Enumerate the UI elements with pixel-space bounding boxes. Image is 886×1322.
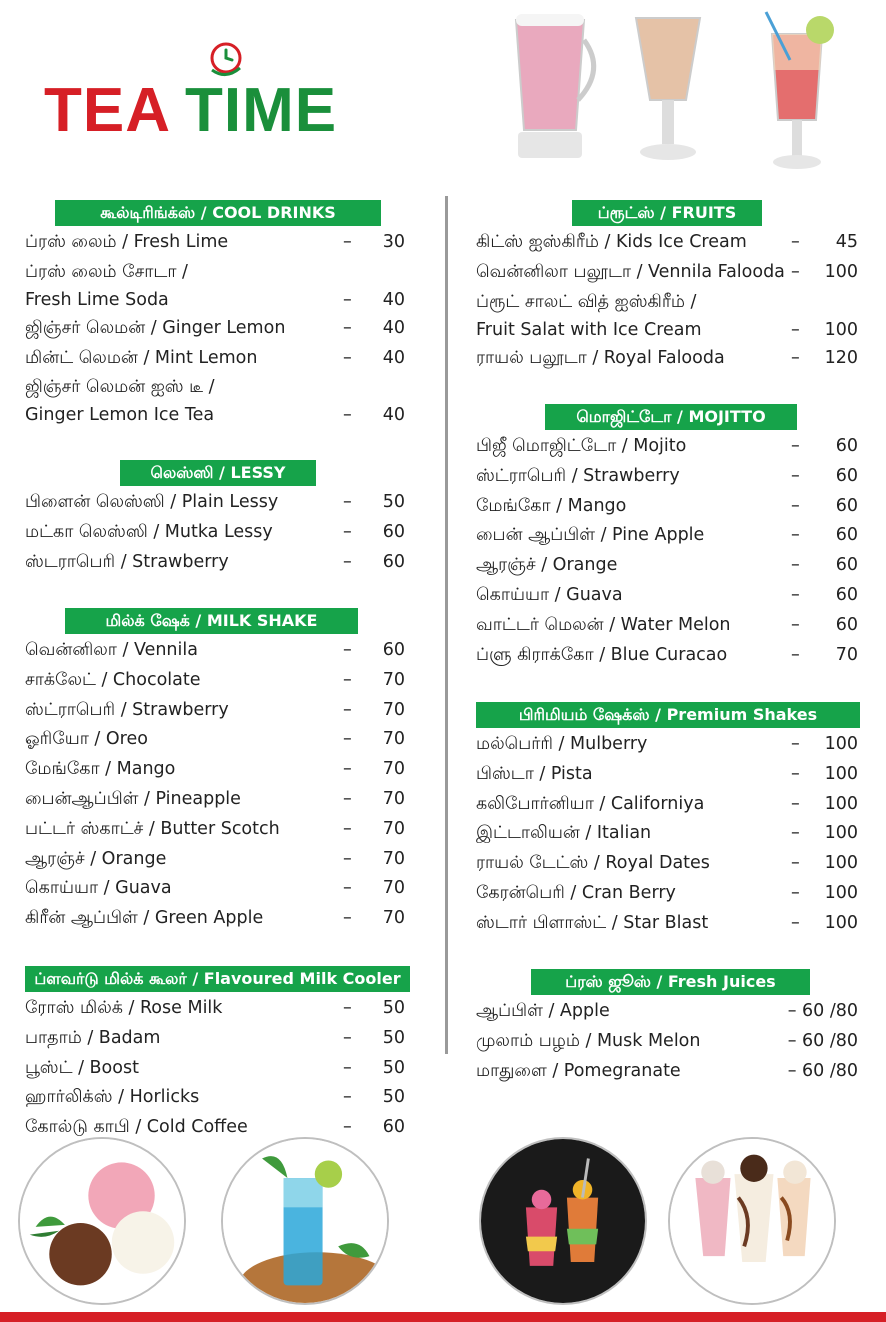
item-name <box>25 258 188 314</box>
menu-item <box>476 581 858 611</box>
item-price: 60 <box>382 640 405 660</box>
menu-item <box>476 611 858 641</box>
item-price: 100 <box>824 734 858 754</box>
item-name <box>25 373 215 429</box>
item-dash: – <box>343 1117 352 1138</box>
item-price: 70 <box>382 729 405 750</box>
item-price: 100 <box>824 793 858 814</box>
logo <box>44 40 414 145</box>
item-dash: – <box>343 232 352 252</box>
menu-item <box>25 994 405 1024</box>
item-dash: – <box>791 436 800 456</box>
item-dash: – <box>791 912 800 933</box>
menu-list <box>25 228 405 429</box>
item-name: பாதாம் / Badam <box>25 1027 161 1048</box>
item-price: 60 <box>835 614 858 635</box>
item-name: வென்னிலா பலூடா / Vennila Falooda <box>476 261 785 282</box>
item-dash: – <box>343 640 352 660</box>
item-name: ப்ளு கிராக்கோ / Blue Curacao <box>476 644 728 665</box>
item-price: 100 <box>824 882 858 903</box>
menu-item <box>25 725 405 755</box>
item-name: மாதுளை / Pomegranate <box>476 1060 681 1081</box>
menu-item <box>25 488 405 518</box>
item-dash: – <box>791 319 800 340</box>
item-dash: – <box>343 1087 352 1108</box>
item-name: கலிபோர்னியா / Californiya <box>476 793 705 814</box>
menu-item <box>476 462 858 492</box>
item-name-line1: ப்ரூட் சாலட் வித் ஐஸ்கிரீம் / <box>476 291 697 312</box>
item-price: 50 <box>382 1087 405 1108</box>
item-name: மேங்கோ / Mango <box>25 759 176 780</box>
item-price: 70 <box>382 669 405 690</box>
item-name-line2: Fresh Lime Soda <box>25 289 169 310</box>
item-dash: – <box>791 232 800 252</box>
item-name: ஆரஞ்ச் / Orange <box>25 848 167 869</box>
item-dash: – <box>791 882 800 903</box>
menu-item <box>25 518 405 548</box>
item-dash: – <box>791 644 800 665</box>
menu-item <box>476 1057 858 1087</box>
item-dash: – <box>343 492 352 512</box>
section-header: மொஜிட்டோ / MOJITTO <box>545 404 797 430</box>
item-price: 40 <box>382 405 405 426</box>
item-dash: – <box>343 759 352 780</box>
item-price: 100 <box>824 912 858 933</box>
item-name: சாக்லேட் / Chocolate <box>25 669 201 690</box>
menu-item <box>476 521 858 551</box>
item-dash: – <box>791 555 800 576</box>
menu-item <box>25 1083 405 1113</box>
item-name: மல்பெர்ரி / Mulberry <box>476 734 648 754</box>
menu-list <box>25 636 405 934</box>
item-dash: – <box>343 669 352 690</box>
item-price: – 60 /80 <box>787 1001 858 1021</box>
menu-item <box>476 819 858 849</box>
menu-item <box>25 904 405 934</box>
item-name: வென்னிலா / Vennila <box>25 640 198 660</box>
menu-item <box>25 228 405 258</box>
item-dash: – <box>343 521 352 542</box>
item-name-line2: Fruit Salat with Ice Cream <box>476 319 702 340</box>
item-price: – 60 /80 <box>787 1030 858 1051</box>
section-header: ப்ரூட்ஸ் / FRUITS <box>572 200 762 226</box>
item-dash: – <box>791 763 800 784</box>
item-dash: – <box>791 347 800 368</box>
item-price: 40 <box>382 289 405 310</box>
menu-item <box>25 344 405 374</box>
item-dash: – <box>343 818 352 839</box>
item-price: 60 <box>382 551 405 572</box>
menu-item <box>476 909 858 939</box>
item-price: 100 <box>824 319 858 340</box>
item-price: 70 <box>382 848 405 869</box>
item-price: 70 <box>382 699 405 720</box>
menu-item <box>25 1054 405 1084</box>
menu-item <box>476 551 858 581</box>
menu-item <box>25 373 405 429</box>
menu-list <box>25 488 405 577</box>
item-price: 60 <box>382 521 405 542</box>
section-header: ப்ரஸ் ஜூஸ் / Fresh Juices <box>531 969 810 995</box>
item-name: கிரீன் ஆப்பிள் / Green Apple <box>25 908 264 929</box>
item-dash: – <box>791 823 800 844</box>
menu-item <box>25 666 405 696</box>
item-name: மட்கா லெஸ்ஸி / Mutka Lessy <box>25 521 273 542</box>
item-price: 70 <box>835 644 858 665</box>
item-price: 70 <box>382 759 405 780</box>
item-name: ஆப்பிள் / Apple <box>476 1001 610 1021</box>
item-dash: – <box>343 347 352 368</box>
item-dash: – <box>343 729 352 750</box>
item-dash: – <box>343 788 352 809</box>
item-dash: – <box>791 853 800 874</box>
menu-item <box>476 849 858 879</box>
item-name: ரோஸ் மில்க் / Rose Milk <box>25 998 223 1018</box>
item-price: 60 <box>382 1117 405 1138</box>
item-price: 40 <box>382 347 405 368</box>
menu-item <box>476 641 858 671</box>
item-dash: – <box>791 614 800 635</box>
logo-tea: TEA <box>44 76 171 145</box>
item-name: மேங்கோ / Mango <box>476 495 627 516</box>
menu-item <box>476 879 858 909</box>
item-name: பட்டர் ஸ்காட்ச் / Butter Scotch <box>25 818 280 839</box>
item-name: பைன்ஆப்பிள் / Pineapple <box>25 788 241 809</box>
menu-item <box>25 548 405 578</box>
item-name: ஸ்டார் பிளாஸ்ட் / Star Blast <box>476 912 709 933</box>
menu-item <box>25 874 405 904</box>
item-name: வாட்டர் மெலன் / Water Melon <box>476 614 731 635</box>
item-name: இட்டாலியன் / Italian <box>476 823 652 844</box>
top-drinks-image <box>460 0 886 180</box>
section-header: ப்ளவர்டு மில்க் கூலர் / Flavoured Milk Cooler <box>25 966 410 992</box>
item-price: – 60 /80 <box>787 1060 858 1081</box>
menu-list <box>476 228 858 373</box>
item-price: 60 <box>835 465 858 486</box>
item-name: கேரன்பெரி / Cran Berry <box>476 882 676 903</box>
item-dash: – <box>343 848 352 869</box>
menu-item <box>25 258 405 314</box>
milkshake-glasses-image <box>668 1137 836 1305</box>
item-name: ஹார்லிக்ஸ் / Horlicks <box>25 1087 200 1108</box>
item-dash: – <box>343 289 352 310</box>
item-name: ராயல் டேட்ஸ் / Royal Dates <box>476 853 710 874</box>
item-dash: – <box>791 734 800 754</box>
item-dash: – <box>791 793 800 814</box>
logo-time: TIME <box>185 76 338 145</box>
ice-cream-image <box>18 1137 186 1305</box>
item-dash: – <box>343 699 352 720</box>
menu-item <box>476 730 858 760</box>
item-name-line2: Ginger Lemon Ice Tea <box>25 405 215 426</box>
menu-item <box>25 1024 405 1054</box>
section-header: பிரிமியம் ஷேக்ஸ் / Premium Shakes <box>476 702 860 728</box>
item-name: கோல்டு காபி / Cold Coffee <box>25 1117 248 1138</box>
bottom-bar <box>0 1312 886 1322</box>
item-name: பைன் ஆப்பிள் / Pine Apple <box>476 525 705 546</box>
item-price: 60 <box>835 495 858 516</box>
item-price: 100 <box>824 853 858 874</box>
item-price: 30 <box>382 232 405 252</box>
menu-item <box>476 1027 858 1057</box>
item-dash: – <box>343 998 352 1018</box>
item-price: 60 <box>835 525 858 546</box>
item-name-line1: ப்ரஸ் லைம் சோடா / <box>25 261 188 282</box>
item-dash: – <box>791 525 800 546</box>
mojito-glass-image <box>221 1137 389 1305</box>
item-name: ஆரஞ்ச் / Orange <box>476 555 618 576</box>
menu-item <box>25 314 405 344</box>
menu-item <box>476 492 858 522</box>
item-dash: – <box>791 495 800 516</box>
item-dash: – <box>343 1057 352 1078</box>
item-name: கொய்யா / Guava <box>25 878 172 899</box>
menu-list <box>476 997 858 1086</box>
item-dash: – <box>343 551 352 572</box>
menu-item <box>476 790 858 820</box>
falooda-glasses-image <box>479 1137 647 1305</box>
item-name: ஸ்டராபெரி / Strawberry <box>25 551 229 572</box>
menu-item <box>476 228 858 258</box>
item-dash: – <box>343 908 352 929</box>
column-divider <box>445 196 448 1054</box>
menu-item <box>25 636 405 666</box>
item-price: 70 <box>382 878 405 899</box>
item-price: 60 <box>835 436 858 456</box>
item-price: 100 <box>824 261 858 282</box>
item-name-line1: ஜிஞ்சர் லெமன் ஐஸ் டீ / <box>25 377 215 398</box>
section-header: மில்க் ஷேக் / MILK SHAKE <box>65 608 358 634</box>
item-name <box>476 288 702 344</box>
menu-item <box>25 696 405 726</box>
item-name: ஓரியோ / Oreo <box>25 729 148 750</box>
item-dash: – <box>791 465 800 486</box>
menu-item <box>25 845 405 875</box>
section-header: கூல்டிரிங்க்ஸ் / COOL DRINKS <box>55 200 381 226</box>
item-price: 70 <box>382 818 405 839</box>
item-dash: – <box>791 261 800 282</box>
item-name: பிஜீ மொஜிட்டோ / Mojito <box>476 436 687 456</box>
item-name: ப்ரஸ் லைம் / Fresh Lime <box>25 232 229 252</box>
menu-item <box>476 760 858 790</box>
menu-item <box>476 288 858 344</box>
item-name: ஜிஞ்சர் லெமன் / Ginger Lemon <box>25 317 286 338</box>
menu-item <box>25 785 405 815</box>
logo-wordmark <box>44 76 338 145</box>
item-dash: – <box>343 405 352 426</box>
menu-item <box>476 344 858 374</box>
item-price: 45 <box>835 232 858 252</box>
menu-item <box>476 258 858 288</box>
item-dash: – <box>791 584 800 605</box>
item-name: பூஸ்ட் / Boost <box>25 1057 139 1078</box>
section-header: லெஸ்ஸி / LESSY <box>120 460 316 486</box>
item-name: ஸ்ட்ராபெரி / Strawberry <box>25 699 229 720</box>
item-name: பிஸ்டா / Pista <box>476 763 593 784</box>
item-name: கிட்ஸ் ஐஸ்கிரீம் / Kids Ice Cream <box>476 232 747 252</box>
item-name: ஸ்ட்ராபெரி / Strawberry <box>476 465 680 486</box>
item-price: 50 <box>382 998 405 1018</box>
item-name: மின்ட் லெமன் / Mint Lemon <box>25 347 258 368</box>
item-price: 40 <box>382 317 405 338</box>
item-price: 60 <box>835 584 858 605</box>
menu-list <box>25 994 405 1143</box>
item-price: 100 <box>824 823 858 844</box>
item-name: கொய்யா / Guava <box>476 584 623 605</box>
item-price: 50 <box>382 1057 405 1078</box>
menu-item <box>476 432 858 462</box>
clock-icon <box>204 40 244 80</box>
item-price: 100 <box>824 763 858 784</box>
item-name: முலாம் பழம் / Musk Melon <box>476 1030 701 1051</box>
item-price: 60 <box>835 555 858 576</box>
item-price: 70 <box>382 908 405 929</box>
item-price: 120 <box>824 347 858 368</box>
item-dash: – <box>343 1027 352 1048</box>
item-name: ராயல் பலூடா / Royal Falooda <box>476 347 725 368</box>
item-price: 50 <box>382 492 405 512</box>
item-name: பிளைன் லெஸ்ஸி / Plain Lessy <box>25 492 279 512</box>
menu-list <box>476 432 858 670</box>
menu-item <box>25 755 405 785</box>
item-price: 70 <box>382 788 405 809</box>
menu-list <box>476 730 858 939</box>
item-price: 50 <box>382 1027 405 1048</box>
menu-item <box>25 815 405 845</box>
item-dash: – <box>343 878 352 899</box>
item-dash: – <box>343 317 352 338</box>
menu-item <box>476 997 858 1027</box>
